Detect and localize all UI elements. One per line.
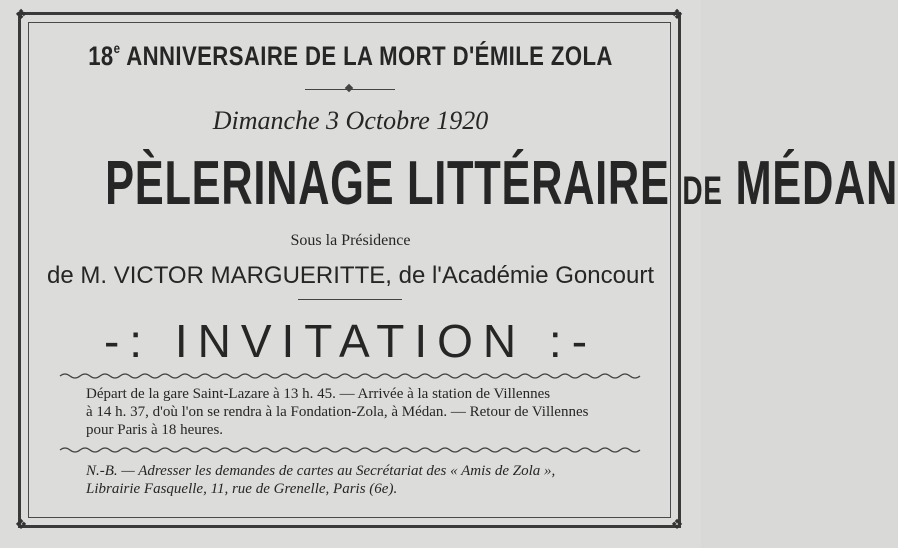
note-line: N.-B. — Adresser les demandes de cartes au Secrétariat des « Amis de Zola », [86,463,556,479]
presidence-label: Sous la Présidence [290,232,411,249]
corner-ornament-icon: ❖ [670,7,684,23]
invitation-heading: -: INVITATION :- [103,315,598,367]
event-date: Dimanche 3 Octobre 1920 [212,106,489,135]
event-title [105,148,898,219]
wavy-divider [60,372,642,380]
anniversary-heading [63,40,638,72]
president-name: de M. VICTOR MARGUERITTE, de l'Académie Goncourt [47,262,654,289]
travel-details [86,385,646,439]
title-part-1: PÈLERINAGE LITTÉRAIRE [105,149,683,218]
note-block [86,462,646,498]
anniversary-number: 18 [88,41,114,71]
corner-ornament-icon: ❖ [14,517,28,533]
corner-ornament-icon: ❖ [670,517,684,533]
travel-details-line: pour Paris à 18 heures. [86,422,224,438]
travel-details-line: à 14 h. 37, d'où l'on se rendra à la Fondation-Zola, à Médan. — Retour de Villennes [86,404,589,420]
divider-line [298,299,402,300]
note-line: Librairie Fasquelle, 11, rue de Grenelle, Paris (6e). [86,481,398,497]
corner-ornament-icon: ❖ [14,7,28,23]
title-de: DE [682,169,723,213]
anniversary-text: ANNIVERSAIRE DE LA MORT D'ÉMILE ZOLA [120,41,613,71]
wavy-divider [60,446,642,454]
anniversary-ordinal: e [113,40,121,56]
divider-ornament [305,89,395,90]
travel-details-line: Départ de la gare Saint-Lazare à 13 h. 45. — Arrivée à la station de Villennes [86,386,551,402]
title-part-2: MÉDAN [722,149,898,218]
